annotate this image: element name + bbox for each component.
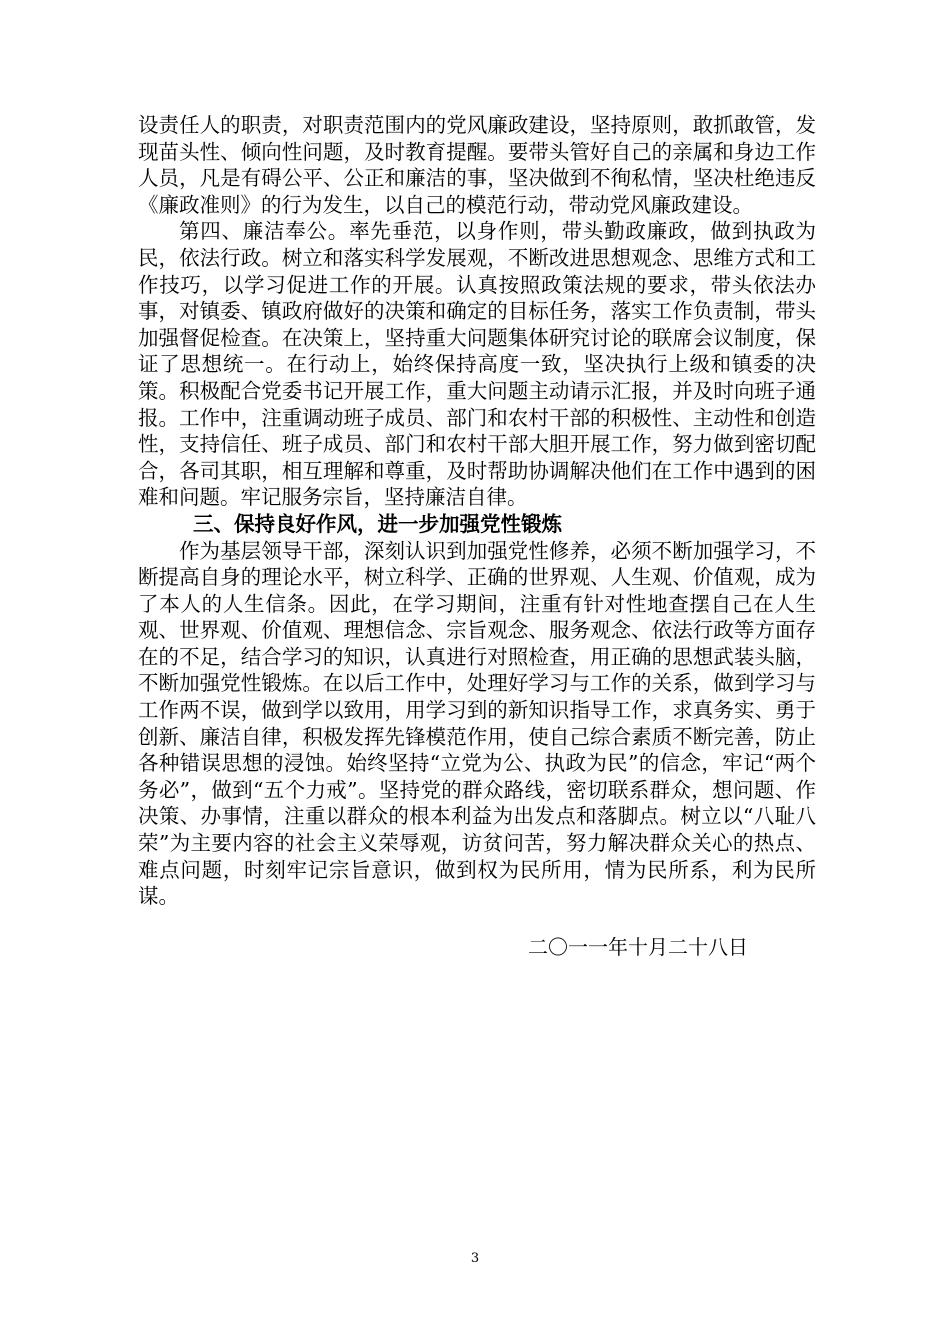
section-heading: 三、保持良好作风，进一步加强党性锻炼 (193, 511, 562, 536)
paragraph-section-body: 作为基层领导干部，深刻认识到加强党性修养，必须不断加强学习，不断提高自身的理论水平，树立科学、正确的世界观、人生观、价值观，成为了本人的人生信条。因此，在学习期间，注重有针对性地查摆自己在人生观、世界观、价值观、理想信念、宗旨观念、服务观念、依法行政等方面存在的不足，结合学习的知识，认真进行对照检查，用正确的思想武装头脑，不断加强党性锻炼。在以后工作中，处理好学习与工作的关系，做到学习与工作两不误，做到学以致用，用学习到的新知识指导工作，求真务实、勇于创新、廉洁自律，积极发挥先锋模范作用，使自己综合素质不断完善，防止各种错误思想的浸蚀。始终坚持“立党为公、执政为民”的信念，牢记“两个务必”，做到“五个力戒”。坚持党的群众路线，密切联系群众，想问题、作决策、办事情，注重以群众的根本利益为出发点和落脚点。树立以“八耻八荣”为主要内容的社会主义荣辱观，访贫问苦，努力解决群众关心的热点、难点问题，时刻牢记宗旨意识，做到权为民所用，情为民所系，利为民所谋。 (138, 538, 816, 909)
document-date: 二〇一一年十月二十八日 (528, 935, 748, 959)
page-number: 3 (470, 1251, 480, 1266)
paragraph-fourth-point: 第四、廉洁奉公。率先垂范，以身作则，带头勤政廉政，做到执政为民，依法行政。树立和落实科学发展观，不断改进思想观念、思维方式和工作技巧，以学习促进工作的开展。认真按照政策法规的要求，带头依法办事，对镇委、镇政府做好的决策和确定的目标任务，落实工作负责制，带头加强督促检查。在决策上，坚持重大问题集体研究讨论的联席会议制度，保证了思想统一。在行动上，始终保持高度一致，坚决执行上级和镇委的决策。积极配合党委书记开展工作，重大问题主动请示汇报，并及时向班子通报。工作中，注重调动班子成员、部门和农村干部的积极性、主动性和创造性，支持信任、班子成员、部门和农村干部大胆开展工作，努力做到密切配合，各司其职，相互理解和尊重，及时帮助协调解决他们在工作中遇到的困难和问题。牢记服务宗旨，坚持廉洁自律。 (138, 219, 816, 510)
document-body (138, 112, 816, 910)
paragraph-continued: 设责任人的职责，对职责范围内的党风廉政建设，坚持原则，敢抓敢管，发现苗头性、倾向性问题，及时教育提醒。要带头管好自己的亲属和身边工作人员，凡是有碍公平、公正和廉洁的事，坚决做到不徇私情，坚决杜绝违反《廉政准则》的行为发生，以自己的模范行动，带动党风廉政建设。 (138, 113, 816, 217)
